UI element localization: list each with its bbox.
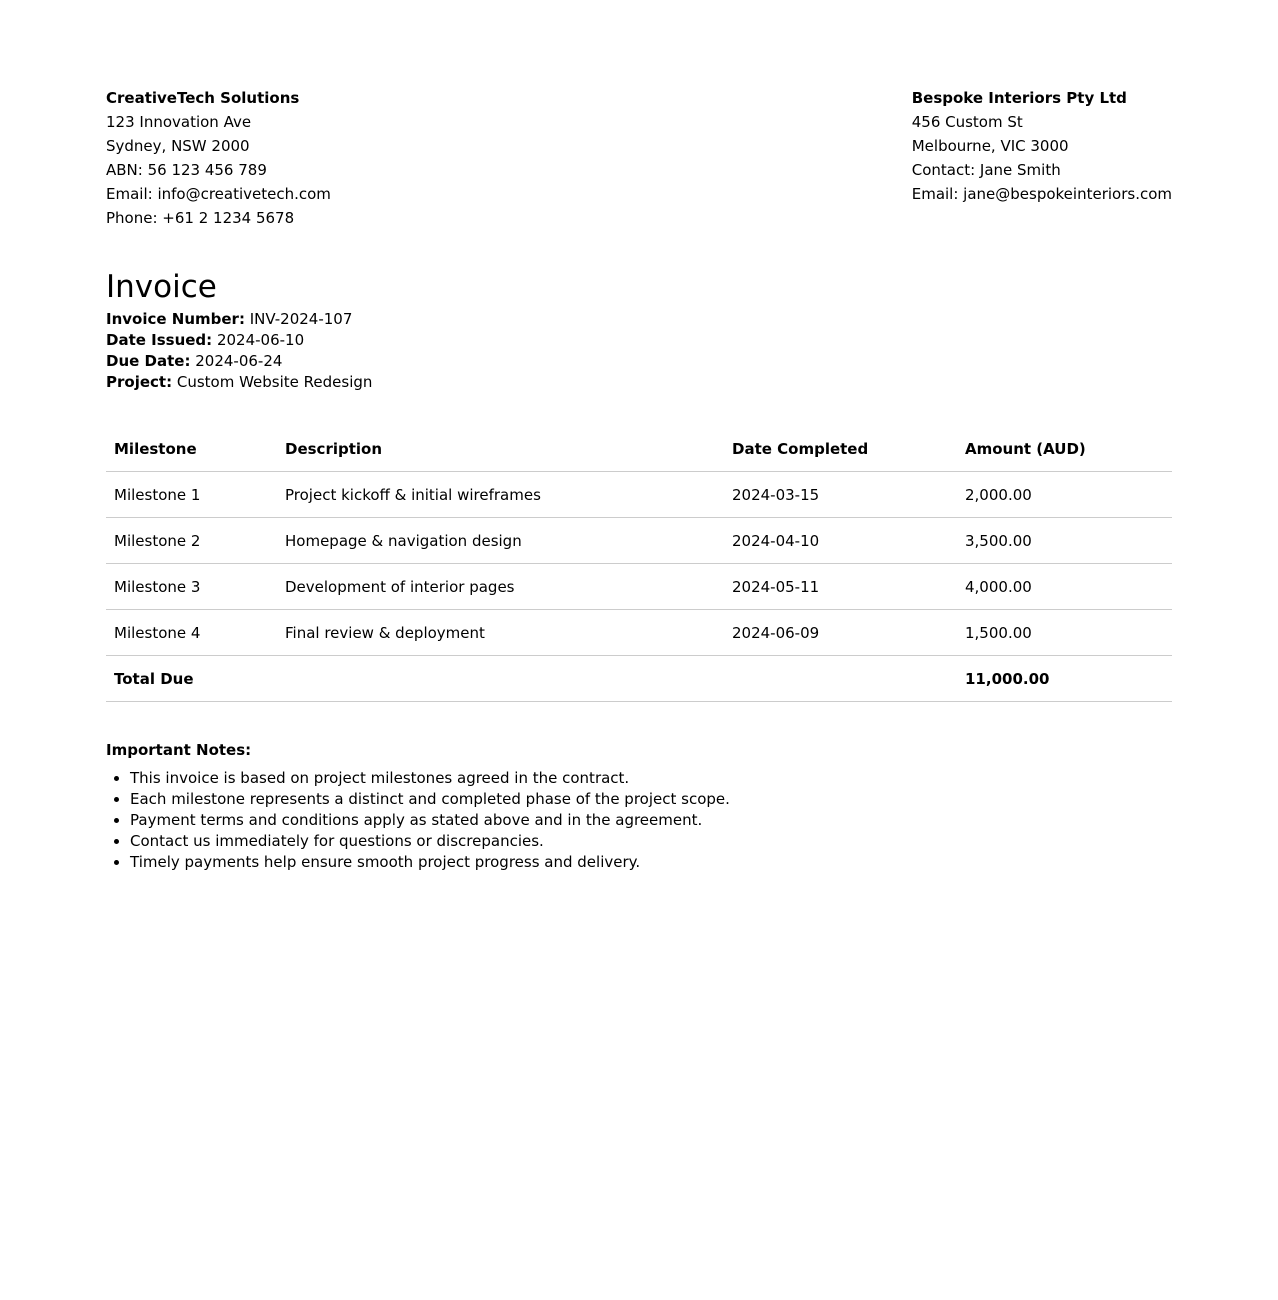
table-row <box>106 472 1172 518</box>
cell-description: Homepage & navigation design <box>277 518 724 564</box>
cell-description: Project kickoff & initial wireframes <box>277 472 724 518</box>
list-item: • Payment terms and conditions apply as stated above and in the agreement. <box>130 810 1172 831</box>
recipient-email: Email: jane@bespokeinteriors.com <box>911 185 1172 203</box>
project-value: Custom Website Redesign <box>176 373 373 391</box>
invoice-number-value: INV-2024-107 <box>249 310 353 328</box>
cell-date: 2024-04-10 <box>724 518 957 564</box>
table-row <box>106 610 1172 656</box>
sender-city-line: Sydney, NSW 2000 <box>106 137 250 155</box>
list-item: • This invoice is based on project milestones agreed in the contract. <box>130 768 1172 789</box>
sender-abn: ABN: 56 123 456 789 <box>106 161 267 179</box>
cell-amount: 4,000.00 <box>957 564 1172 610</box>
date-issued-value: 2024-06-10 <box>216 331 305 349</box>
milestone-table <box>106 426 1172 702</box>
project-label: Project: <box>106 373 173 391</box>
header-amount: Amount (AUD) <box>957 426 1172 472</box>
page-title: Invoice <box>106 269 217 305</box>
list-item: • Timely payments help ensure smooth project progress and delivery. <box>130 852 1172 873</box>
sender-email: Email: info@creativetech.com <box>106 185 331 203</box>
cell-description: Development of interior pages <box>277 564 724 610</box>
cell-milestone: Milestone 1 <box>106 472 277 518</box>
total-label: Total Due <box>106 656 277 702</box>
recipient-contact: Contact: Jane Smith <box>911 161 1061 179</box>
total-empty-cell <box>277 656 724 702</box>
recipient-address-line: 456 Custom St <box>911 113 1023 131</box>
recipient-block <box>912 86 1172 206</box>
invoice-header <box>106 86 1172 230</box>
cell-milestone: Milestone 4 <box>106 610 277 656</box>
list-item: • Each milestone represents a distinct and completed phase of the project scope. <box>130 789 1172 810</box>
cell-milestone: Milestone 3 <box>106 564 277 610</box>
notes-heading: Important Notes: <box>106 741 252 759</box>
table-row <box>106 564 1172 610</box>
recipient-city-line: Melbourne, VIC 3000 <box>911 137 1069 155</box>
due-date-value: 2024-06-24 <box>195 352 283 370</box>
cell-date: 2024-03-15 <box>724 472 957 518</box>
total-empty-cell <box>724 656 957 702</box>
total-row <box>106 656 1172 702</box>
due-date-row <box>106 351 1172 372</box>
header-description: Description <box>277 426 724 472</box>
notes-section <box>106 740 1172 873</box>
date-issued-label: Date Issued: <box>106 331 213 349</box>
list-item: • Contact us immediately for questions or discrepancies. <box>130 831 1172 852</box>
cell-amount: 1,500.00 <box>957 610 1172 656</box>
cell-description: Final review & deployment <box>277 610 724 656</box>
sender-phone: Phone: +61 2 1234 5678 <box>106 209 295 227</box>
date-issued-row <box>106 330 1172 351</box>
cell-milestone: Milestone 2 <box>106 518 277 564</box>
header-milestone: Milestone <box>106 426 277 472</box>
sender-block <box>106 86 331 230</box>
table-row <box>106 518 1172 564</box>
cell-amount: 2,000.00 <box>957 472 1172 518</box>
table-header-row <box>106 426 1172 472</box>
sender-address-line: 123 Innovation Ave <box>106 113 252 131</box>
invoice-meta <box>106 309 1172 393</box>
cell-amount: 3,500.00 <box>957 518 1172 564</box>
due-date-label: Due Date: <box>106 352 191 370</box>
total-value: 11,000.00 <box>957 656 1172 702</box>
cell-date: 2024-05-11 <box>724 564 957 610</box>
invoice-number-row <box>106 309 1172 330</box>
header-date-completed: Date Completed <box>724 426 957 472</box>
cell-date: 2024-06-09 <box>724 610 957 656</box>
invoice-number-label: Invoice Number: <box>106 310 245 328</box>
notes-list <box>106 768 1172 873</box>
project-row <box>106 372 1172 393</box>
sender-name: CreativeTech Solutions <box>106 89 300 107</box>
recipient-name: Bespoke Interiors Pty Ltd <box>911 89 1127 107</box>
